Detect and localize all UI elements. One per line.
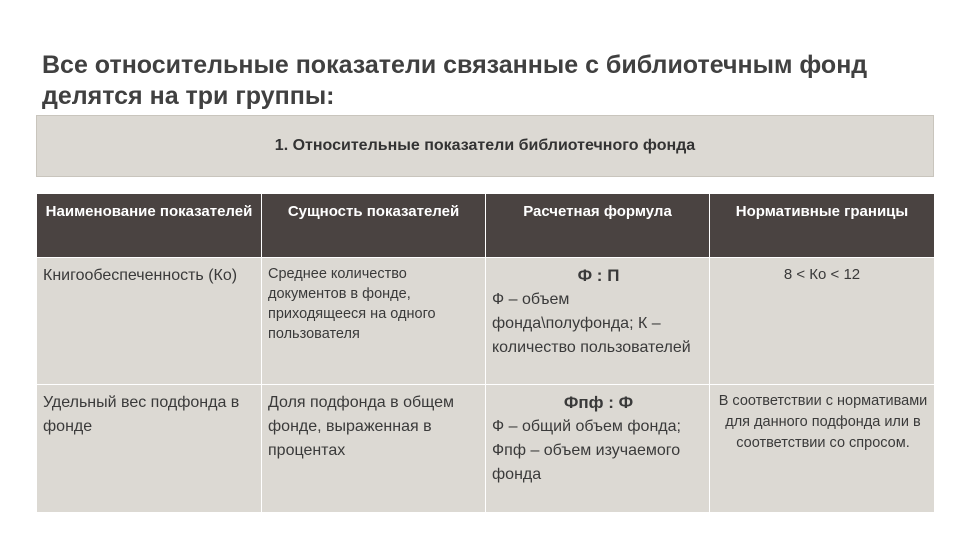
section-banner-text: 1. Относительные показатели библиотечного фонда (274, 137, 696, 154)
header-formula: Расчетная формула (486, 194, 710, 258)
header-essence: Сущность показателей (262, 194, 486, 258)
cell-essence: Доля подфонда в общем фонде, выраженная в процентах (262, 385, 486, 513)
formula-text: Ф – объем фонда\полуфонда; К – количество пользователей (492, 291, 691, 356)
formula-title: Ф : П (577, 266, 620, 285)
formula-title: Фпф : Ф (563, 393, 634, 412)
table-row (37, 258, 935, 385)
cell-formula (486, 385, 710, 513)
cell-norm: В соответствии с нормативами для данного подфонда или в соответствии со спросом. (710, 385, 935, 513)
cell-norm: 8 < Ко < 12 (710, 258, 935, 385)
slide-title (42, 50, 960, 112)
slide-title-line1: Все относительные показатели связанные с библиотечным фонд (42, 51, 868, 79)
header-norm: Нормативные границы (710, 194, 935, 258)
slide-title-line2: делятся на три группы: (42, 82, 335, 110)
formula-text: Ф – общий объем фонда; Фпф – объем изучаемого фонда (492, 418, 681, 483)
table-header-row (37, 194, 935, 258)
section-banner (36, 115, 934, 177)
cell-formula (486, 258, 710, 385)
indicators-table (36, 193, 935, 513)
header-name: Наименование показателей (37, 194, 262, 258)
cell-name: Удельный вес подфонда в фонде (37, 385, 262, 513)
table-row (37, 385, 935, 513)
cell-essence: Среднее количество документов в фонде, приходящееся на одного пользователя (262, 258, 486, 385)
cell-name: Книгообеспеченность (Ко) (37, 258, 262, 385)
